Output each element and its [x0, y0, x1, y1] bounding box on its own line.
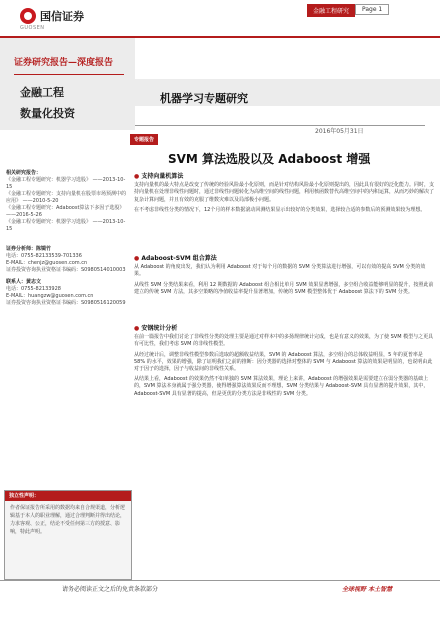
report-date: 2016年05月31日 — [315, 128, 364, 135]
section-title: ● 支持向量机算法 — [134, 173, 434, 180]
independence-statement — [4, 490, 132, 580]
paragraph: 从经过统计后，调整非线性模型参数后选取的超额收益结果，SVM 的 Adaboost 算法，多空组合的总体收益明显，5 年的夏普率是 58% 的水平，效果的增强，除了证明我们之前的推断：因分类器的选择对整体的 SVM 与 Adaboost 算法的效果是明显的，也说明由此对于因子的选择，因子与收益间的非线性关系。 — [134, 351, 433, 373]
analyst-email: E-MAIL：chenjz@guosen.com.cn — [6, 260, 88, 266]
series-divider — [14, 74, 124, 75]
sub-industry-label: 数量化投资 — [20, 107, 75, 120]
analyst-phone: 电话：0755-82133539-701336 — [6, 253, 82, 259]
contact-email: E-MAIL：huangzw@guosen.com.cn — [6, 293, 94, 299]
paragraph: 从 Adaboost 的角度出发，我们认为利用 Adaboost 对于每个月的数据的 SVM 分类算法进行增强，可以有效的提高 SVM 分类的效果。 — [134, 264, 426, 278]
paragraph: 在前一篇报告中我们讨论了非线性分类的处理主要是通过对样本中的多扬规律统计完成，也是有意义的效果，为了使 SVM 模型与之更具有可比性，我们考虑 SVM 的非线性模型。 — [134, 334, 434, 348]
related-heading: 相关研究报告： — [6, 170, 42, 176]
related-item: 《金融工程专题研究：支持向量机在股票市场预测中的应用》 ——2010-5-20 — [6, 191, 127, 204]
analyst-cert: 证券投资咨询执业资格证书编码：S0980514010003 — [6, 267, 126, 273]
disclaimer-note: 请务必阅读正文之后的免责条款部分 — [62, 586, 159, 593]
section-adaboost-svm — [134, 255, 434, 296]
contact-cert: 证券投资咨询执业资格证书编码：S0980516120059 — [6, 300, 126, 306]
company-logo-sub: GUOSEN — [20, 25, 45, 31]
contact-name: 联系人：黄志文 — [6, 279, 42, 285]
statement-title: 独立性声明： — [5, 491, 131, 501]
header-page-number: Page 1 — [355, 4, 389, 15]
company-logo-text: 国信证券 — [40, 10, 84, 23]
header-category-tag: 金融工程研究 — [307, 4, 355, 17]
statement-text: 作者保证报告所采用的数据均来自合规渠道，分析逻辑基于本人的职业理解，通过合理判断并得出结论，力求客观、公正，结论不受任何第三方的授意、影响，特此声明。 — [10, 505, 126, 535]
related-item: 《金融工程专题研究：Adaboost算法下多因子选股》 ——2016-5-26 — [6, 205, 125, 218]
paragraph: 从线性 SVM 分类结果来看，利用 12 期数据的 Adaboost 组合相比单月 SVM 效果显著增强，多空组合收益能够明显的提升，按照此前建立的传统 SVM 方法，其多空策略的净值收益率提升显著增加，传统的 SVM 模型整体优于 Adaboost 算法下的 SVM 分类。 — [134, 281, 434, 295]
report-title: 机器学习专题研究 — [160, 92, 248, 105]
main-heading: SVM 算法选股以及 Adaboost 增强 — [168, 152, 371, 166]
guosen-logo-icon — [20, 8, 36, 24]
topic-tag: 专题报告 — [130, 134, 158, 145]
section-title: ● 安钢统计分析 — [134, 325, 434, 332]
contact-phone: 电话：0755-82133928 — [6, 286, 61, 292]
related-item: 《金融工程专题研究：机器学习选股》 ——2013-10-15 — [6, 219, 126, 232]
paragraph: 支持向量机的最大特点是改变了传统的经验风险最小化原则，而是针对结构风险最小化原则提出的，因此具有很好的泛化能力。同时，支持向量机在处理非线性问题时，通过非线性问题转化为高维空间的线性问题，利用核函数替代高维空间中的内积运算，从而巧妙的解决了复杂计算问题，并且有效的克服了维数灾难以及局部极小问题。 — [134, 182, 435, 203]
related-item: 《金融工程专题研究：机器学习选股》 ——2013-10-15 — [6, 177, 126, 190]
date-divider — [135, 125, 425, 126]
footer-divider — [0, 580, 440, 581]
section-title: ● Adaboost-SVM 组合算法 — [134, 255, 434, 262]
section-nonlinear — [134, 325, 434, 398]
section-svm — [134, 173, 434, 214]
related-research — [6, 170, 129, 233]
series-title: 证券研究报告—深度报告 — [14, 58, 114, 68]
analyst-name: 证券分析师：陈镜竹 — [6, 246, 52, 252]
paragraph: 在不考虑非线性分类的情况下，12个月的样本数据滚动回测结果显示出较好的分类效果，选择较合适的参数后的预测效果较为理想。 — [134, 206, 426, 213]
industry-label: 金融工程 — [20, 86, 64, 99]
paragraph: 从结果上看，Adaboost 的效果仍然不如单独的 SVM 算法效果，理论上来讲，Adaboost 的增强效果是需要建立在弱分类器的基础上的，SVM 算法本身就属于强分类器，使得增强算法效果反而不理想，SVM 分类结果与 Adaboost-SVM 具有显著的提升效果，其中，Adaboost-SVM 具有显著的提高，但是更优的分类方法是非线性的 SVM 分类。 — [134, 376, 429, 397]
footer-slogan: 全球视野 本土智慧 — [342, 586, 393, 593]
analyst-block — [6, 246, 129, 307]
